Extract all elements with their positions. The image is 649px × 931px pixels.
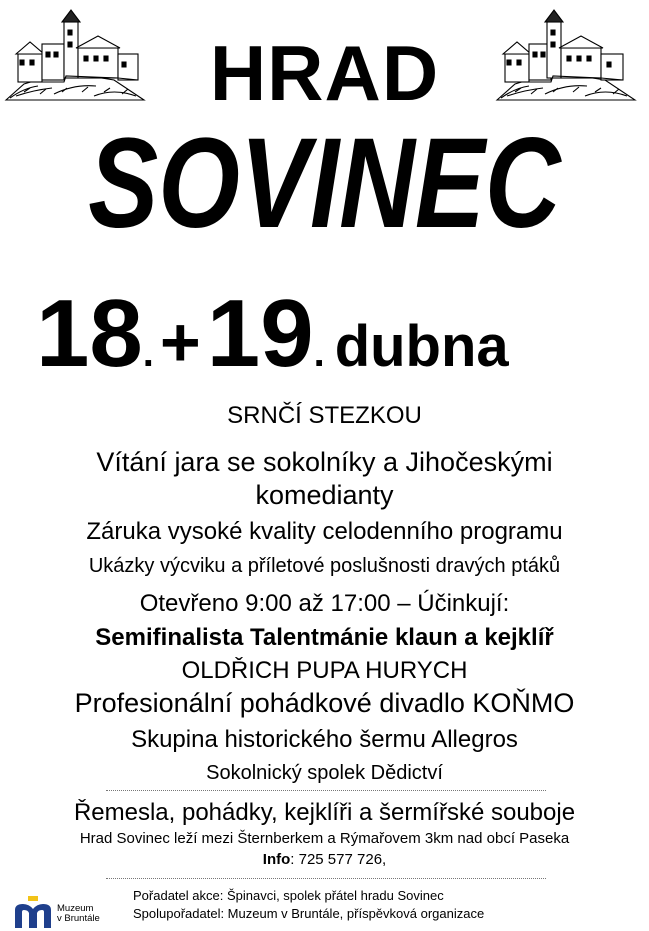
program-oteverno: Otevřeno 9:00 až 17:00 – Účinkují: xyxy=(139,590,510,617)
coorganizer-line: Spolupořadatel: Muzeum v Bruntále, příspěvková organizace xyxy=(133,905,485,921)
program-zaruka: Záruka vysoké kvality celodenního programu xyxy=(86,518,563,545)
program-ukazky: Ukázky výcviku a příletové poslušnosti dravých ptáků xyxy=(88,555,561,577)
museum-logo xyxy=(13,896,109,930)
program-srnci-stezkou: SRNČÍ STEZKOU xyxy=(227,402,422,429)
program-allegros: Skupina historického šermu Allegros xyxy=(131,726,518,753)
info-phone: : 725 577 726, xyxy=(290,851,387,868)
event-dates xyxy=(36,280,509,387)
date-day2: 19 xyxy=(206,280,314,387)
title-hrad: HRAD xyxy=(209,29,440,117)
logo-text-line1: Muzeum xyxy=(57,903,94,914)
divider-top xyxy=(106,790,546,791)
program-semifinalista: Semifinalista Talentmánie klaun a kejklíř xyxy=(95,624,554,651)
date-plus: + xyxy=(159,303,201,381)
footer-remesla: Řemesla, pohádky, kejklíři a šermířské souboje xyxy=(73,799,576,826)
divider-bottom xyxy=(106,878,546,879)
program-vitani-jara: Vítání jara se sokolníky a Jihočeskými xyxy=(96,447,553,477)
footer-location: Hrad Sovinec leží mezi Šternberkem a Rýmařovem 3km nad obcí Paseka xyxy=(79,830,570,847)
logo-text-line2: v Bruntále xyxy=(57,913,100,925)
date-day2-dot: . xyxy=(313,331,325,375)
footer-info xyxy=(0,851,649,868)
info-label: Info xyxy=(262,851,291,868)
museum-logo-icon xyxy=(13,896,53,928)
program-oldrich-pupa: OLDŘICH PUPA HURYCH xyxy=(181,657,468,684)
program-dedictvi: Sokolnický spolek Dědictví xyxy=(206,762,443,784)
title-sovinec: SOVINEC xyxy=(88,112,561,255)
program-komedianty: komedianty xyxy=(255,480,394,510)
date-day1-dot: . xyxy=(142,331,154,375)
date-day1: 18 xyxy=(36,280,143,387)
program-divadlo-konmo: Profesionální pohádkové divadlo KOŇMO xyxy=(74,688,575,718)
date-month: dubna xyxy=(334,314,509,379)
organizer-line: Pořadatel akce: Špinavci, spolek přátel hradu Sovinec xyxy=(133,888,444,903)
organizers xyxy=(133,887,484,922)
